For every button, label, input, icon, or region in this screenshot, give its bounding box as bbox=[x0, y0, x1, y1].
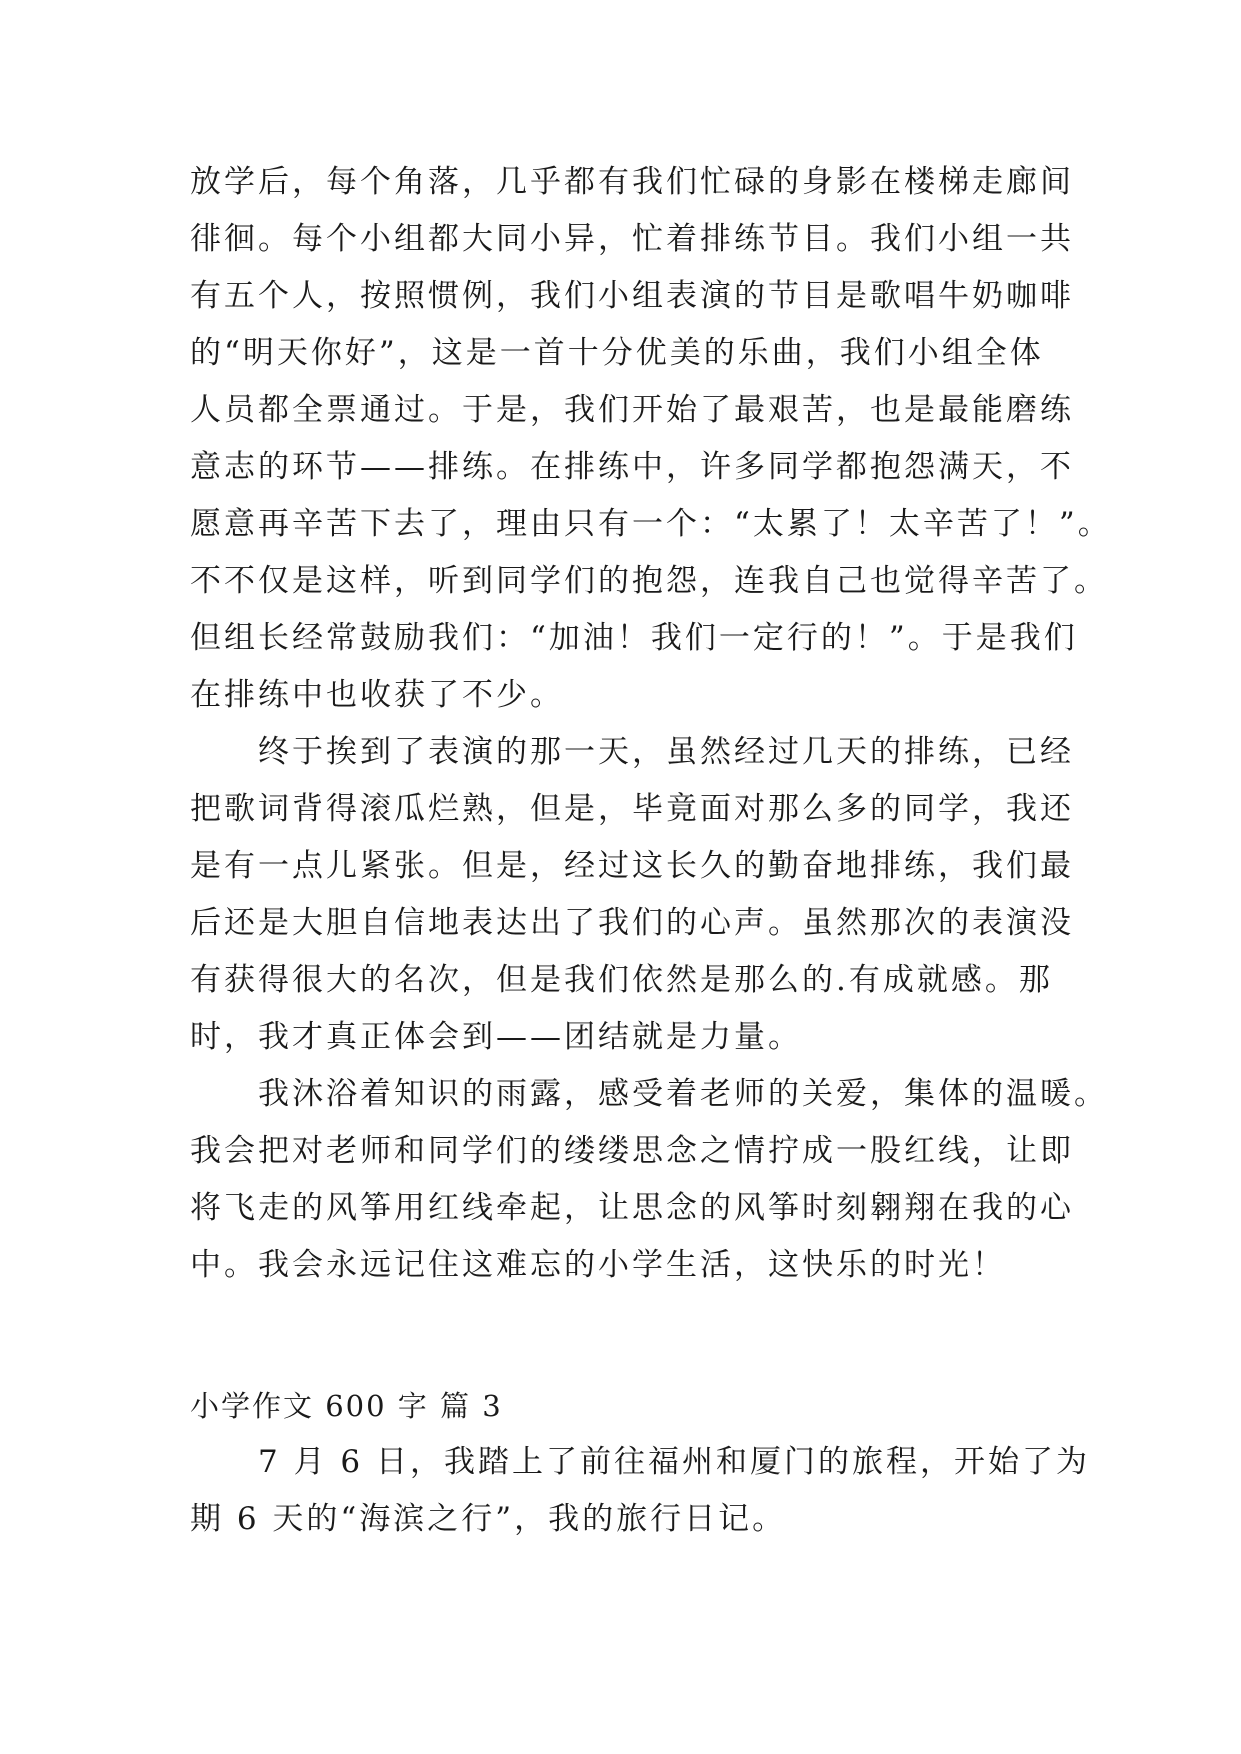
text-line: 把歌词背得滚瓜烂熟，但是，毕竟面对那么多的同学，我还 bbox=[190, 791, 1074, 827]
text-line: 但组长经常鼓励我们：“加油！我们一定行的！”。于是我们 bbox=[190, 620, 1078, 656]
text-line: 期 6 天的“海滨之行”，我的旅行日记。 bbox=[190, 1501, 787, 1537]
text-line: 有获得很大的名次，但是我们依然是那么的.有成就感。那 bbox=[190, 962, 1053, 998]
text-line: 我会把对老师和同学们的缕缕思念之情拧成一股红线，让即 bbox=[190, 1133, 1074, 1169]
text-line: 有五个人，按照惯例，我们小组表演的节目是歌唱牛奶咖啡 bbox=[190, 278, 1074, 314]
text-line: 愿意再辛苦下去了，理由只有一个：“太累了！太辛苦了！”。 bbox=[190, 506, 1112, 542]
text-line: 将飞走的风筝用红线牵起，让思念的风筝时刻翱翔在我的心 bbox=[190, 1190, 1074, 1226]
text-line: 徘徊。每个小组都大同小异，忙着排练节目。我们小组一共 bbox=[190, 221, 1074, 257]
text-line: 后还是大胆自信地表达出了我们的心声。虽然那次的表演没 bbox=[190, 905, 1074, 941]
text-line: 的“明天你好”，这是一首十分优美的乐曲，我们小组全体 bbox=[190, 335, 1044, 371]
text-line: 时，我才真正体会到——团结就是力量。 bbox=[190, 1019, 802, 1055]
text-line: 放学后，每个角落，几乎都有我们忙碌的身影在楼梯走廊间 bbox=[190, 164, 1074, 200]
text-line: 终于挨到了表演的那一天，虽然经过几天的排练，已经 bbox=[190, 734, 1074, 770]
text-line: 我沐浴着知识的雨露，感受着老师的关爱，集体的温暖。 bbox=[190, 1076, 1108, 1112]
text-line: 中。我会永远记住这难忘的小学生活，这快乐的时光！ bbox=[190, 1247, 1006, 1283]
text-line: 在排练中也收获了不少。 bbox=[190, 677, 564, 713]
text-line: 7 月 6 日，我踏上了前往福州和厦门的旅程，开始了为 bbox=[190, 1444, 1091, 1480]
text-line: 人员都全票通过。于是，我们开始了最艰苦，也是最能磨练 bbox=[190, 392, 1074, 428]
text-line: 意志的环节——排练。在排练中，许多同学都抱怨满天，不 bbox=[190, 449, 1074, 485]
text-line: 是有一点儿紧张。但是，经过这长久的勤奋地排练，我们最 bbox=[190, 848, 1074, 884]
section-heading: 小学作文 600 字 篇 3 bbox=[190, 1389, 503, 1423]
text-line: 不不仅是这样，听到同学们的抱怨，连我自己也觉得辛苦了。 bbox=[190, 563, 1108, 599]
